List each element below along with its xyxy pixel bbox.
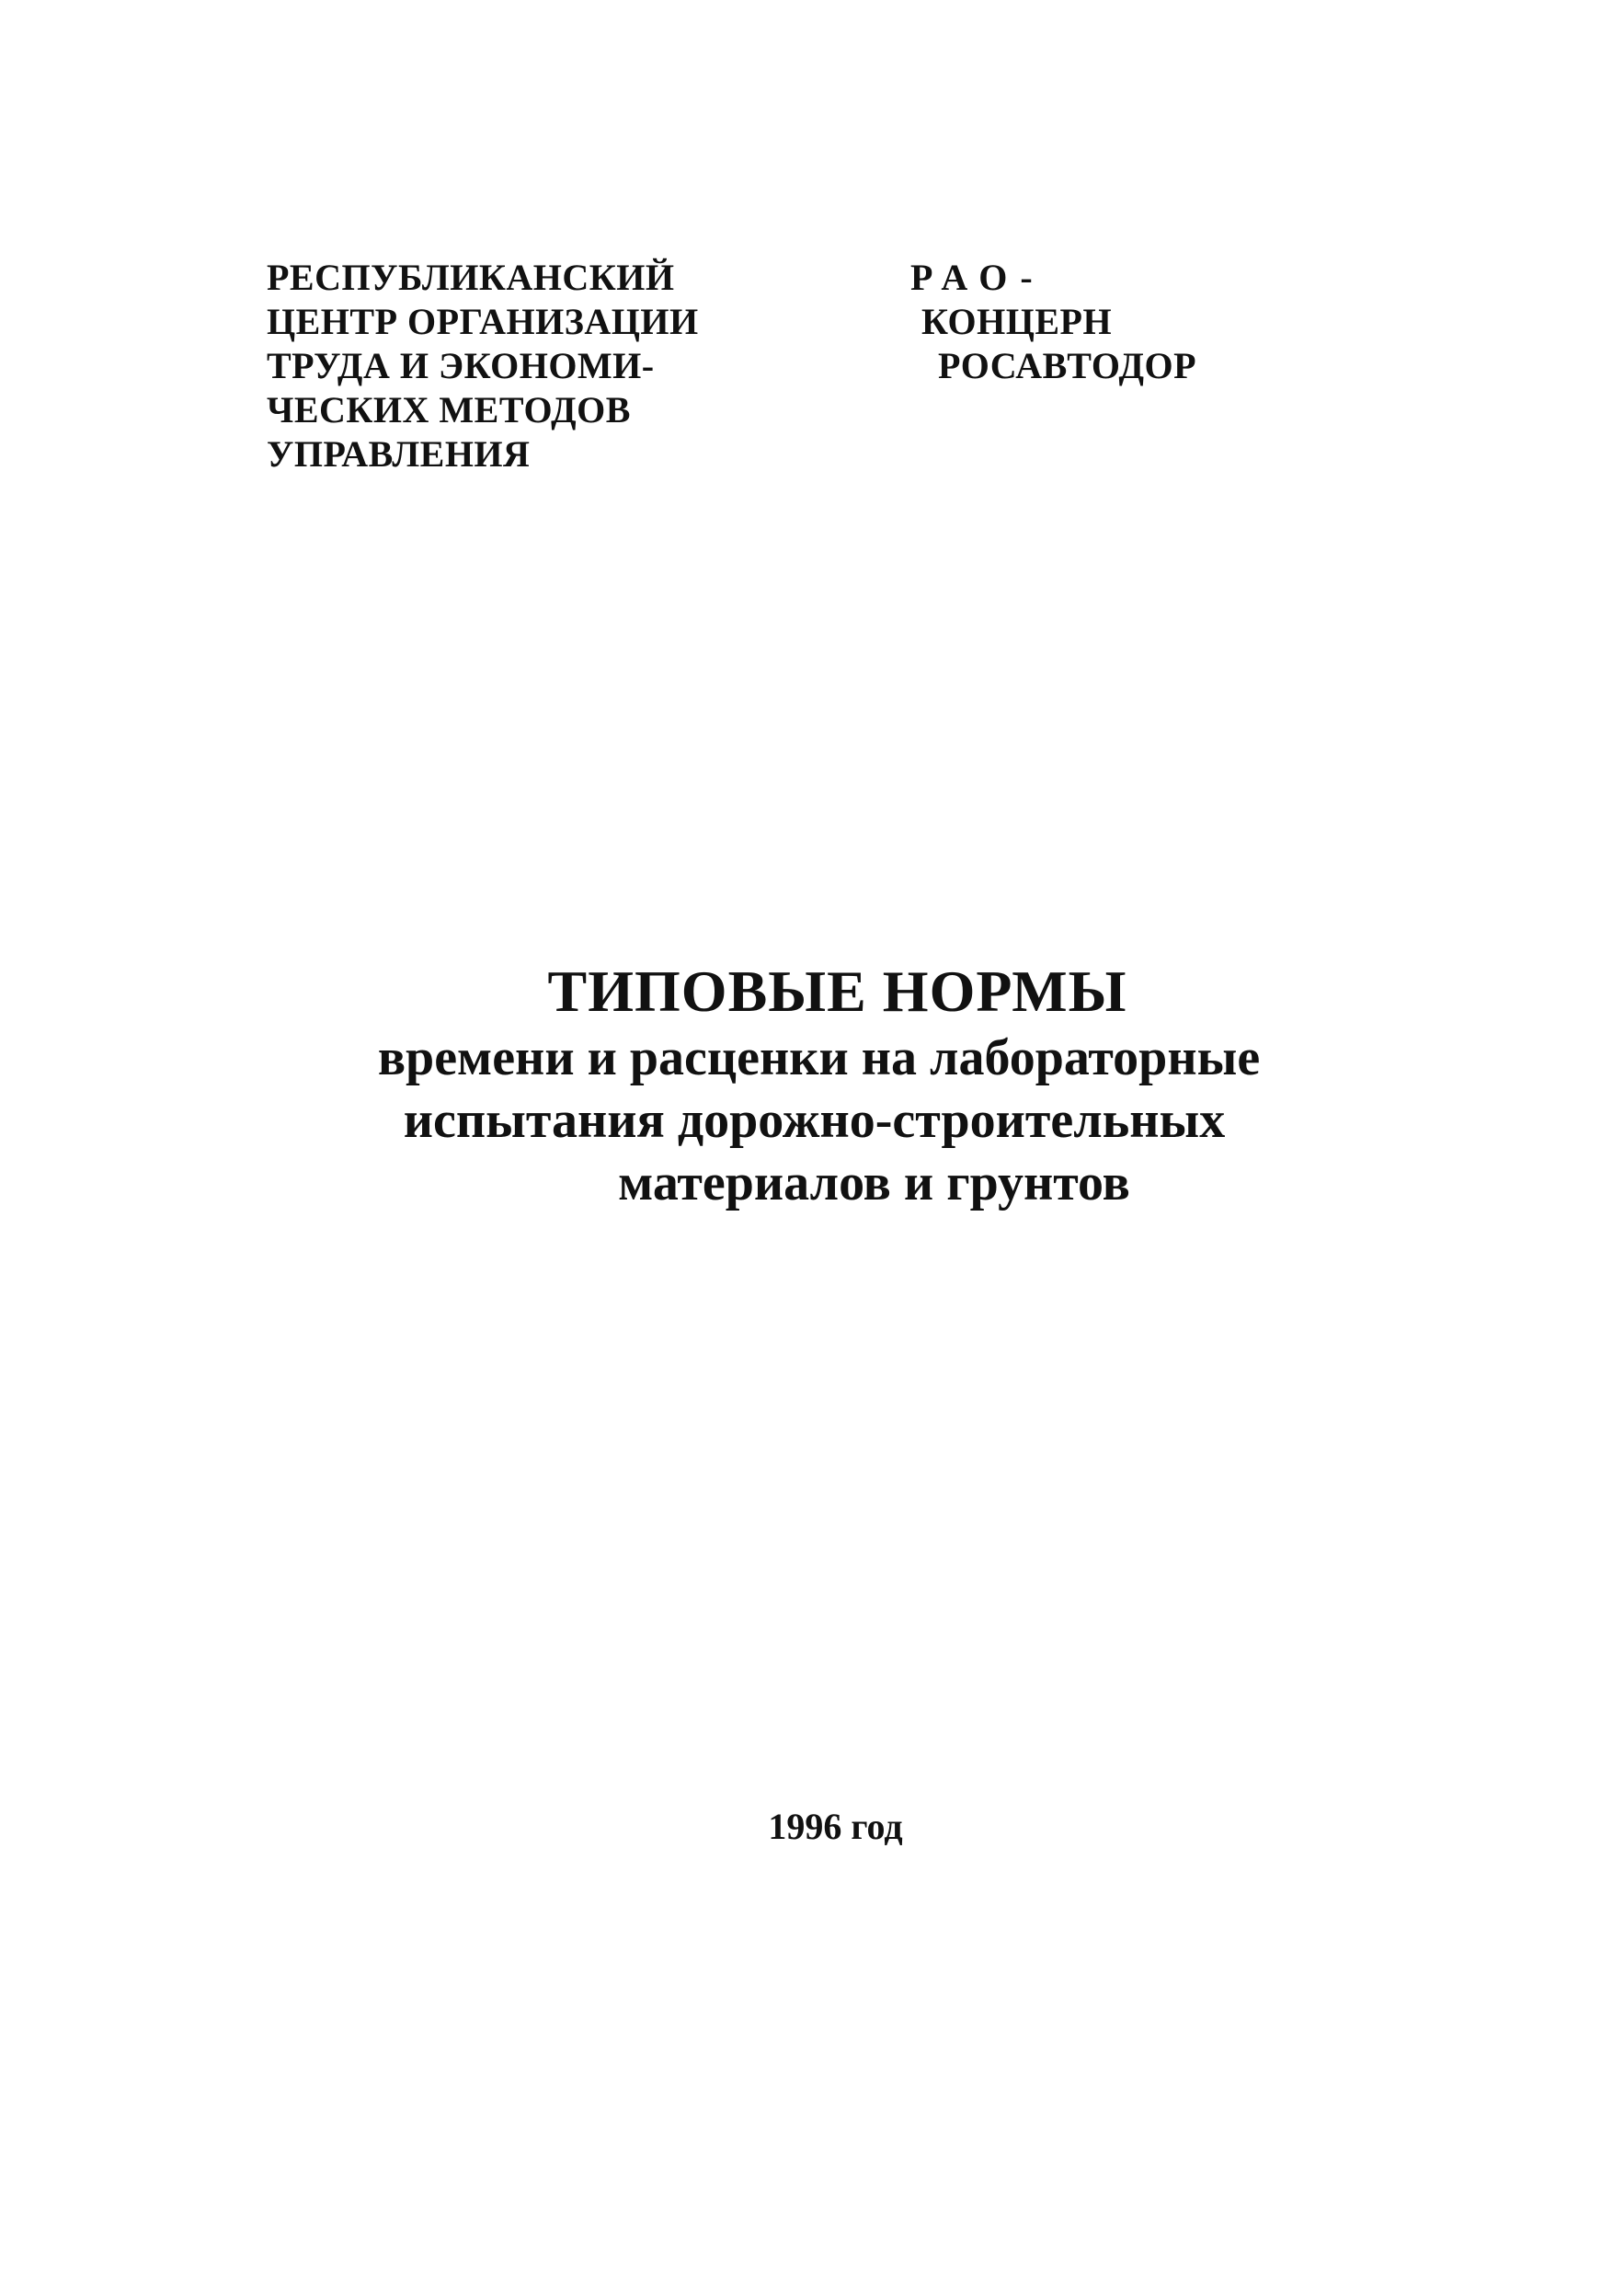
main-title: ТИПОВЫЕ НОРМЫ	[547, 959, 1127, 1024]
right-organization-block	[910, 256, 1196, 388]
left-org-line-3: ТРУДА И ЭКОНОМИ-	[267, 345, 655, 386]
left-org-line-2: ЦЕНТР ОРГАНИЗАЦИИ	[267, 301, 699, 342]
subtitle-line-2: испытания дорожно-строительных	[403, 1092, 1226, 1149]
left-org-line-1: РЕСПУБЛИКАНСКИЙ	[267, 257, 675, 298]
subtitle-line-3: материалов и грунтов	[618, 1154, 1130, 1211]
left-org-line-4: ЧЕСКИХ МЕТОДОВ	[267, 389, 631, 430]
right-org-line-1: РАО-	[910, 257, 1046, 298]
right-org-line-3: РОСАВТОДОР	[938, 345, 1197, 386]
left-organization-block	[267, 256, 699, 476]
right-org-line-2: КОНЦЕРН	[921, 301, 1113, 342]
title-block	[0, 957, 1601, 1214]
subtitle-line-1: времени и расценки на лабораторные	[377, 1029, 1261, 1086]
publication-year: 1996 год	[768, 1806, 903, 1847]
left-org-line-5: УПРАВЛЕНИЯ	[267, 433, 531, 475]
